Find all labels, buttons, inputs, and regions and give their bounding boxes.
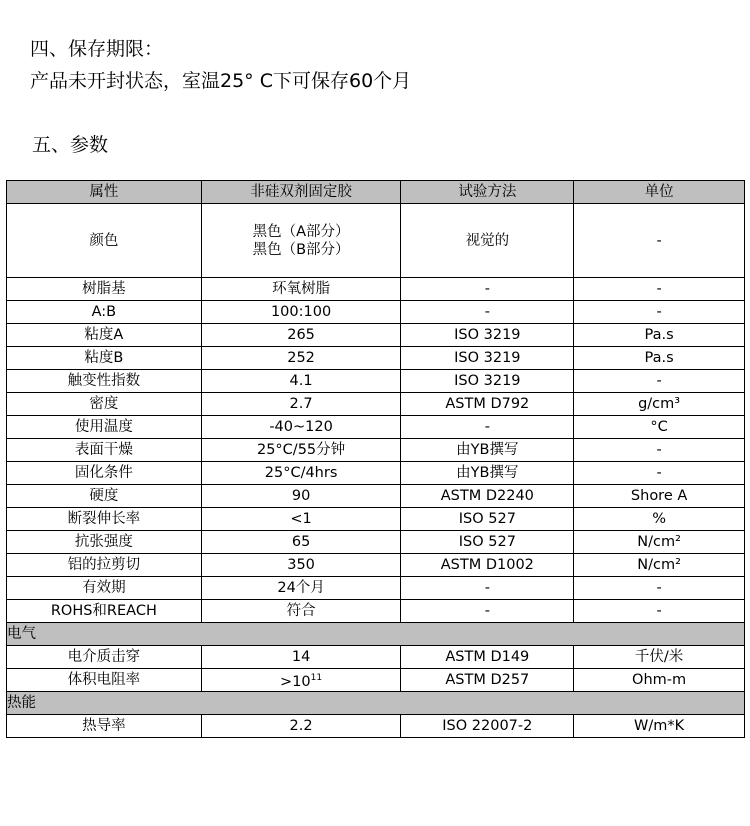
cell: ASTM D257	[401, 669, 574, 692]
cell: 252	[201, 347, 401, 370]
cell: ROHS和REACH	[7, 600, 202, 623]
cell: 14	[201, 646, 401, 669]
cell: 千伏/米	[574, 646, 745, 669]
cell: 热导率	[7, 715, 202, 738]
cell: 25°C/55分钟	[201, 439, 401, 462]
cell: 抗张强度	[7, 531, 202, 554]
cell: 使用温度	[7, 416, 202, 439]
cell: A:B	[7, 301, 202, 324]
cell: ISO 3219	[401, 324, 574, 347]
cell: 硬度	[7, 485, 202, 508]
header-cell: 非硅双剂固定胶	[201, 181, 401, 204]
cell: N/cm²	[574, 554, 745, 577]
table-row	[7, 204, 745, 278]
table-row	[7, 462, 745, 485]
cell: 2.7	[201, 393, 401, 416]
cell: 触变性指数	[7, 370, 202, 393]
cell: Pa.s	[574, 324, 745, 347]
cell: 粘度A	[7, 324, 202, 347]
params-heading: 五、参数	[32, 134, 109, 156]
params-table	[6, 180, 745, 738]
cell: -	[401, 416, 574, 439]
section-title: 热能	[7, 692, 745, 715]
table-row	[7, 600, 745, 623]
cell: Pa.s	[574, 347, 745, 370]
table-row	[7, 669, 745, 692]
cell: 2.2	[201, 715, 401, 738]
cell: -	[401, 301, 574, 324]
table-row	[7, 554, 745, 577]
cell: ASTM D1002	[401, 554, 574, 577]
table-row	[7, 439, 745, 462]
cell: 环氧树脂	[201, 278, 401, 301]
header-cell: 单位	[574, 181, 745, 204]
cell: Ohm-m	[574, 669, 745, 692]
table-row	[7, 370, 745, 393]
value-b: 黑色（B部分）	[252, 241, 350, 258]
table-row	[7, 416, 745, 439]
cell: -	[401, 278, 574, 301]
cell: -40~120	[201, 416, 401, 439]
cell: 65	[201, 531, 401, 554]
cell: 电介质击穿	[7, 646, 202, 669]
cell	[201, 204, 401, 278]
storage-heading: 四、保存期限：	[30, 38, 164, 60]
table-row	[7, 347, 745, 370]
cell: ISO 3219	[401, 370, 574, 393]
cell: 固化条件	[7, 462, 202, 485]
cell: -	[574, 278, 745, 301]
cell: 由YB撰写	[401, 462, 574, 485]
value-a: 黑色（A部分）	[252, 223, 350, 240]
cell: %	[574, 508, 745, 531]
cell: 体积电阻率	[7, 669, 202, 692]
cell: -	[574, 462, 745, 485]
cell: -	[401, 600, 574, 623]
cell: 25°C/4hrs	[201, 462, 401, 485]
cell: <1	[201, 508, 401, 531]
cell: 树脂基	[7, 278, 202, 301]
cell: -	[401, 577, 574, 600]
table-row	[7, 278, 745, 301]
cell: W/m*K	[574, 715, 745, 738]
cell: g/cm³	[574, 393, 745, 416]
section-row	[7, 692, 745, 715]
cell: ASTM D149	[401, 646, 574, 669]
table-row	[7, 485, 745, 508]
table-row	[7, 393, 745, 416]
cell	[201, 669, 401, 692]
cell: 由YB撰写	[401, 439, 574, 462]
cell: 断裂伸长率	[7, 508, 202, 531]
header-cell: 属性	[7, 181, 202, 204]
cell: 粘度B	[7, 347, 202, 370]
cell: ISO 527	[401, 508, 574, 531]
cell: 350	[201, 554, 401, 577]
cell: 90	[201, 485, 401, 508]
section-row	[7, 623, 745, 646]
table-row	[7, 577, 745, 600]
cell: N/cm²	[574, 531, 745, 554]
header-cell: 试验方法	[401, 181, 574, 204]
cell: 100:100	[201, 301, 401, 324]
storage-text: 产品未开封状态，室温25° C下可保存60个月	[30, 70, 412, 92]
value-exponent: 11	[310, 673, 323, 684]
table-row	[7, 508, 745, 531]
cell: 有效期	[7, 577, 202, 600]
cell: ASTM D792	[401, 393, 574, 416]
cell: ASTM D2240	[401, 485, 574, 508]
cell: 铝的拉剪切	[7, 554, 202, 577]
cell: ISO 3219	[401, 347, 574, 370]
cell: 视觉的	[401, 204, 574, 278]
cell: -	[574, 577, 745, 600]
cell: -	[574, 301, 745, 324]
value-base: >10	[280, 673, 311, 690]
cell: -	[574, 204, 745, 278]
cell: 24个月	[201, 577, 401, 600]
table-row	[7, 531, 745, 554]
cell: -	[574, 439, 745, 462]
cell: 265	[201, 324, 401, 347]
table-row	[7, 715, 745, 738]
cell: Shore A	[574, 485, 745, 508]
section-title: 电气	[7, 623, 745, 646]
cell: 密度	[7, 393, 202, 416]
cell: 4.1	[201, 370, 401, 393]
cell: °C	[574, 416, 745, 439]
table-row	[7, 324, 745, 347]
cell: 符合	[201, 600, 401, 623]
cell: -	[574, 600, 745, 623]
cell: -	[574, 370, 745, 393]
cell: ISO 22007-2	[401, 715, 574, 738]
cell: 表面干燥	[7, 439, 202, 462]
cell: 颜色	[7, 204, 202, 278]
cell: ISO 527	[401, 531, 574, 554]
table-row	[7, 646, 745, 669]
table-row	[7, 301, 745, 324]
table-header-row	[7, 181, 745, 204]
